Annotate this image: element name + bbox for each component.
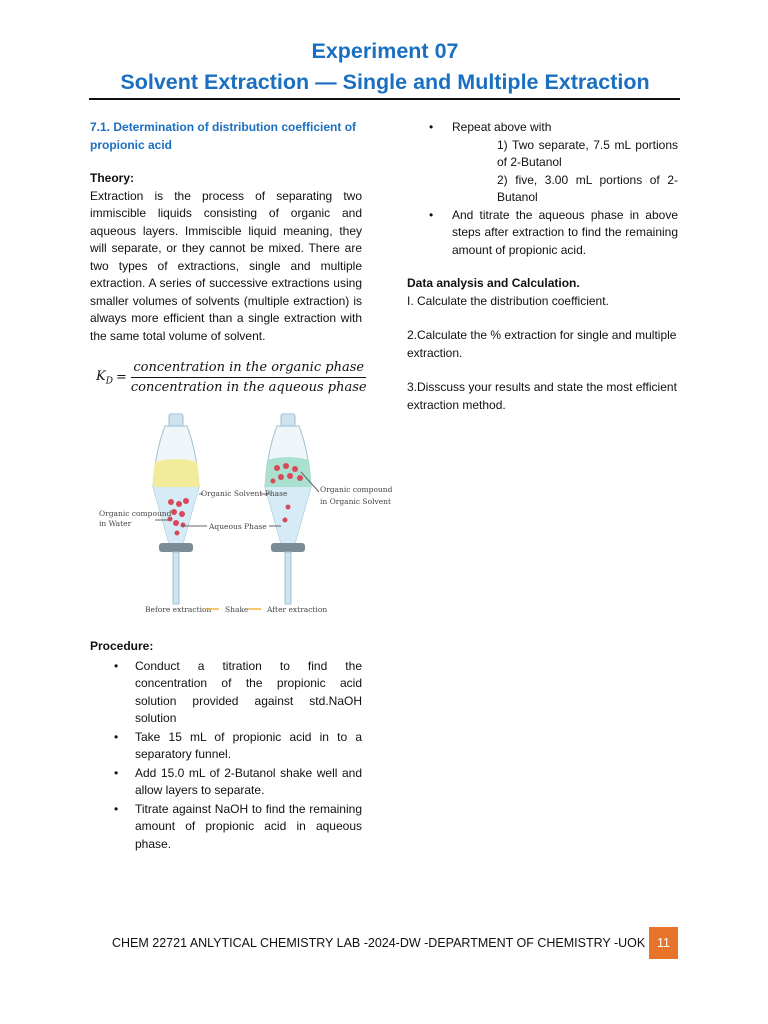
aqueous-layer-before (153, 487, 199, 550)
calc-item-1: I. Calculate the distribution coefficient. (407, 293, 609, 308)
label-after-extraction: After extraction (267, 605, 328, 614)
distribution-coefficient-formula (96, 360, 367, 395)
list-item: • Titrate against NaOH to find the remaining amount of propionic acid in aqueous phase. (114, 801, 362, 851)
page-title (90, 36, 680, 98)
formula-denominator: concentration in the aqueous phase (130, 380, 367, 395)
label-organic-solvent-phase: Organic Solvent Phase (201, 489, 288, 498)
funnel-after-icon (265, 414, 311, 604)
title-line-1: Experiment 07 (311, 39, 459, 63)
left-column (90, 119, 362, 345)
label-shake: Shake (225, 605, 249, 614)
label-compound-solvent-2: in Organic Solvent (320, 497, 392, 506)
formula-lhs: $K_D$ (96, 368, 113, 387)
formula-equals: = (115, 370, 127, 385)
list-item: • And titrate the aqueous phase in above steps after extraction to find the remaining amount of propionic acid. (429, 207, 678, 257)
sub-item-2: 2) five, 3.00 mL portions of 2-Butanol (497, 172, 678, 204)
yellow-layer (153, 459, 199, 487)
calc-item-3: 3.Disscuss your results and state the most efficient extraction method. (407, 380, 677, 412)
theory-heading: Theory: (90, 171, 135, 185)
repeat-list (407, 119, 678, 137)
procedure-section (90, 638, 362, 854)
titrate-list (407, 207, 678, 260)
list-item: • Conduct a titration to find the concentration of the propionic acid solution provided against std.NaOH solution (114, 658, 362, 725)
title-divider (89, 98, 680, 100)
section-heading: 7.1. Determination of distribution coefficient of propionic acid (90, 120, 357, 152)
extraction-figure (95, 412, 393, 622)
label-aqueous-phase: Aqueous Phase (209, 522, 267, 531)
label-before-extraction: Before extraction (145, 605, 212, 614)
list-item: • Take 15 mL of propionic acid in to a separatory funnel. (114, 729, 362, 761)
page-footer: CHEM 22721 ANLYTICAL CHEMISTRY LAB -2024-DW -DEPARTMENT OF CHEMISTRY -UOK (112, 936, 646, 950)
list-item: • Repeat above with (429, 120, 552, 134)
right-column (407, 119, 678, 414)
page-number-badge: 11 (649, 927, 678, 959)
formula-numerator: concentration in the organic phase (131, 360, 366, 378)
calc-item-2: 2.Calculate the % extraction for single and multiple extraction. (407, 328, 677, 360)
procedure-heading: Procedure: (90, 639, 154, 653)
label-compound-solvent-1: Organic compound (320, 485, 393, 494)
sub-item-1: 1) Two separate, 7.5 mL portions of 2-Butanol (497, 137, 678, 169)
title-line-2: Solvent Extraction — Single and Multiple Extraction (120, 70, 650, 94)
list-item: • Add 15.0 mL of 2-Butanol shake well and allow layers to separate. (114, 765, 362, 797)
data-analysis-heading: Data analysis and Calculation. (407, 276, 580, 290)
procedure-list (90, 658, 362, 854)
theory-text: Extraction is the process of separating two immiscible liquids consisting of organic and aqueous layers. Immiscible liquid meaning, they will separate, or they cannot be mixed. There are two types of extractions, single and multiple extraction. A series of successive extractions using smaller volumes of solvents (multiple extraction) is always more efficient than a single extraction with the same total volume of solvent. (90, 188, 362, 343)
label-compound-water-2: in Water (99, 519, 132, 528)
formula-fraction (131, 360, 367, 395)
label-compound-water-1: Organic compound (99, 509, 172, 518)
